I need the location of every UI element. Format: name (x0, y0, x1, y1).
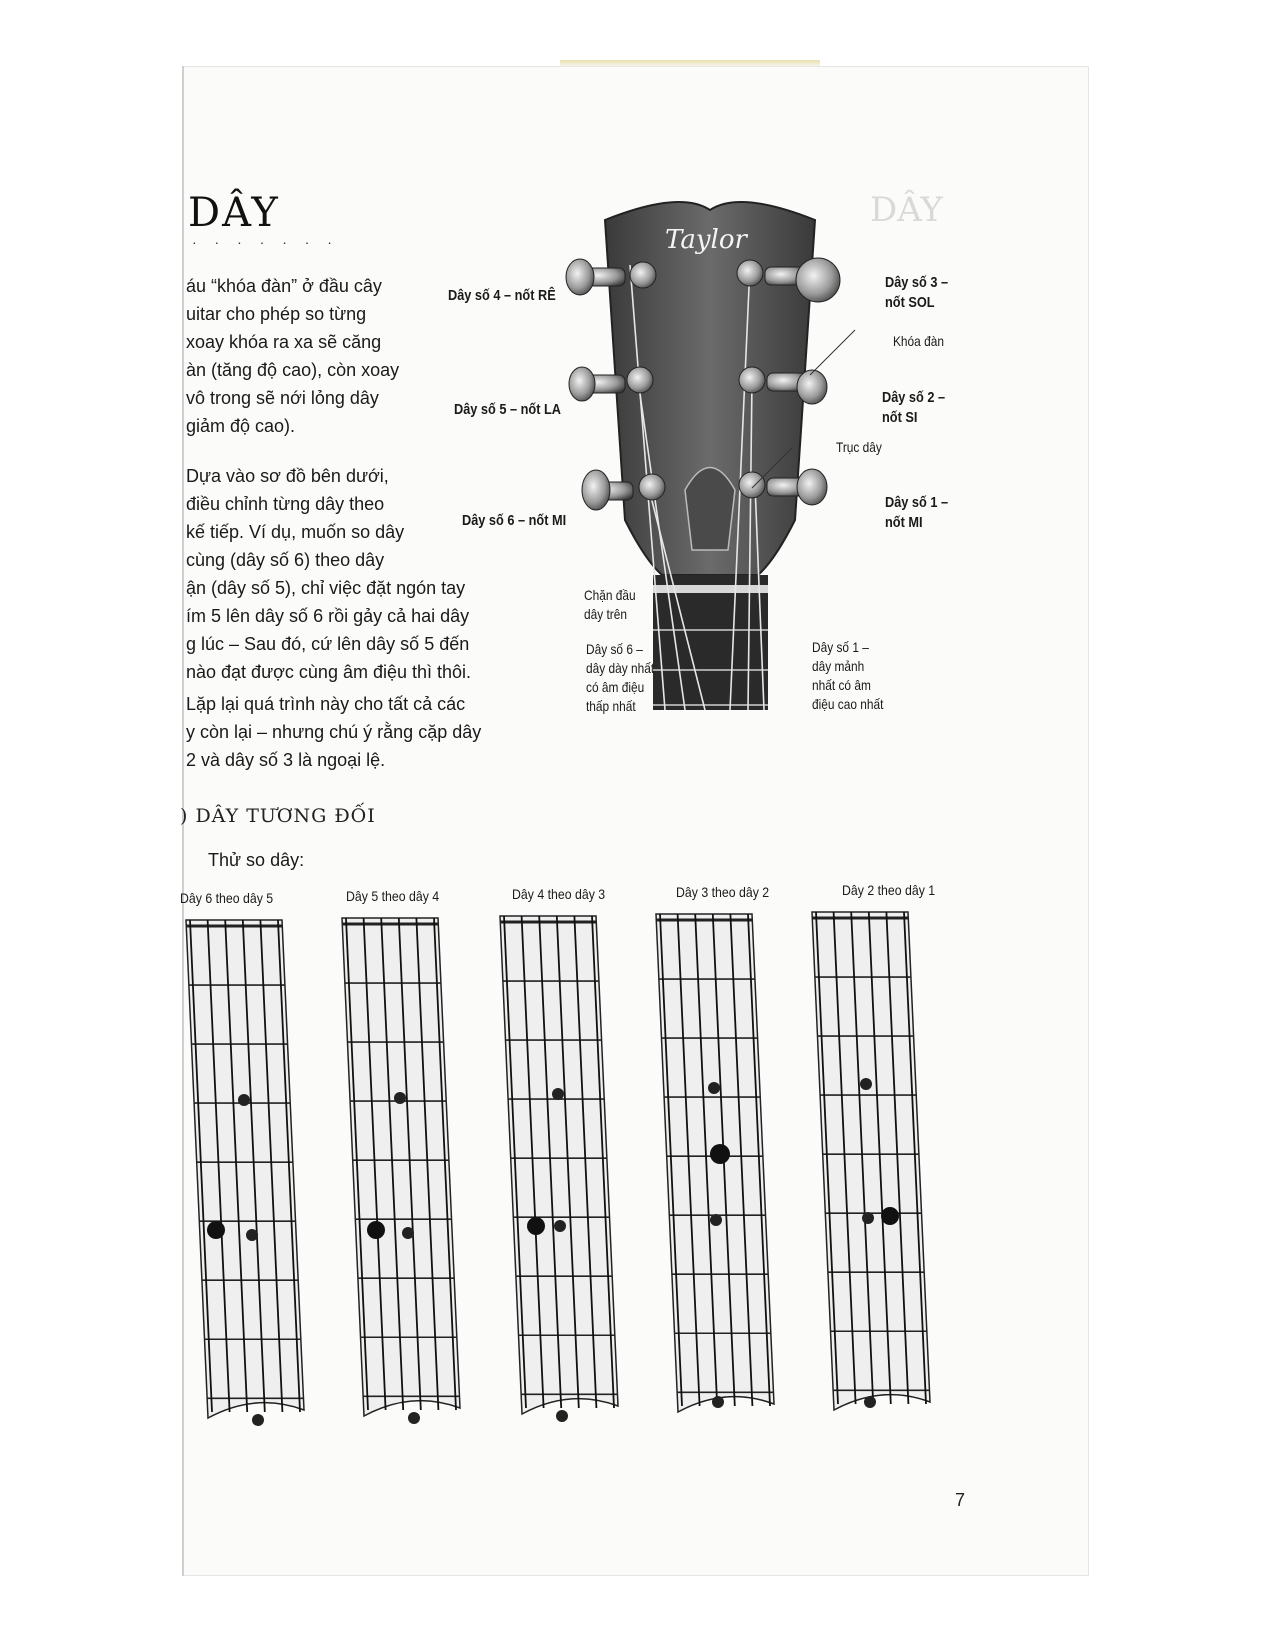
finger-marker (527, 1217, 545, 1235)
callout-line: Chặn đầu (584, 587, 636, 603)
intro-line: àn (tăng độ cao), còn xoay (186, 360, 400, 380)
finger-marker (710, 1144, 730, 1164)
guitar-neck (653, 575, 768, 710)
callout-line: nhất có âm (812, 677, 871, 693)
repeat-line: 2 và dây số 3 là ngoại lệ. (186, 750, 386, 770)
intro-line: áu “khóa đàn” ở đầu cây (186, 276, 382, 296)
fretboard-diagrams (180, 900, 970, 1460)
callout-thinnest-string (812, 638, 883, 714)
callout-line: dây dày nhất (586, 660, 655, 676)
position-dot (710, 1214, 722, 1226)
callout-line: Dây số 1 – (885, 494, 949, 511)
truss-rod-cover (685, 468, 735, 551)
repeat-line: Lặp lại quá trình này cho tất cả các (186, 694, 466, 714)
callout-line: Dây số 3 – (885, 274, 949, 291)
fretboard-label: Dây 2 theo dây 1 (842, 882, 936, 898)
method-line: ận (dây số 5), chỉ việc đặt ngón tay (186, 578, 466, 598)
position-dot (708, 1082, 720, 1094)
position-dot (408, 1412, 420, 1424)
position-dot (238, 1094, 250, 1106)
finger-marker (367, 1221, 385, 1239)
callout-line: Dây số 2 – (882, 389, 946, 406)
nut (653, 585, 768, 593)
finger-marker (207, 1221, 225, 1239)
callout-string-5: Dây số 5 – nốt LA (454, 401, 561, 418)
callout-string-1 (885, 493, 948, 533)
callout-thickest-string (586, 640, 654, 716)
page-number: 7 (955, 1490, 966, 1510)
bleed-through-text: DÂY (870, 190, 943, 230)
callout-string-3 (885, 273, 948, 313)
fretboard-label: Dây 6 theo dây 5 (180, 890, 274, 906)
intro-line: xoay khóa ra xa sẽ căng (186, 332, 382, 352)
callout-line: thấp nhất (586, 698, 636, 714)
fretboard-label: Dây 4 theo dây 3 (512, 886, 606, 902)
callout-line: nốt MI (885, 514, 923, 531)
intro-line: giảm độ cao). (186, 416, 296, 436)
position-dot (402, 1227, 414, 1239)
method-paragraph (186, 462, 516, 686)
position-dot (864, 1396, 876, 1408)
method-line: Dựa vào sơ đồ bên dưới, (186, 466, 389, 486)
callout-tuning-key: Khóa đàn (893, 333, 944, 349)
finger-marker (881, 1207, 899, 1225)
callout-line: dây mảnh (812, 658, 865, 674)
position-dot (246, 1229, 258, 1241)
callout-line: dây trên (584, 606, 628, 622)
repeat-line: y còn lại – nhưng chú ý rằng cặp dây (186, 722, 482, 742)
callout-line: Dây số 1 – (812, 639, 869, 655)
callout-line: điệu cao nhất (812, 696, 884, 712)
callout-string-2 (882, 388, 945, 428)
callout-line: có âm điệu (586, 679, 645, 695)
method-line: điều chỉnh từng dây theo (186, 494, 385, 514)
section-heading: ) DÂY TƯƠNG ĐỐI (180, 805, 376, 827)
position-dot (712, 1396, 724, 1408)
method-line: ím 5 lên dây số 6 rồi gảy cả hai dây (186, 606, 470, 626)
position-dot (860, 1078, 872, 1090)
callout-nut (584, 586, 636, 624)
method-line: nào đạt được cùng âm điệu thì thôi. (186, 662, 472, 682)
position-dot (554, 1220, 566, 1232)
position-dot (394, 1092, 406, 1104)
position-dot (552, 1088, 564, 1100)
page-title: DÂY (188, 190, 280, 236)
brand-logo: Taylor (665, 225, 747, 255)
position-dot (556, 1410, 568, 1422)
title-dots: · · · · · · · (192, 234, 339, 250)
intro-line: vô trong sẽ nới lỏng dây (186, 388, 379, 408)
repeat-paragraph (186, 690, 516, 774)
callout-string-6: Dây số 6 – nốt MI (462, 512, 567, 529)
position-dot (252, 1414, 264, 1426)
callout-string-4: Dây số 4 – nốt RÊ (448, 287, 556, 304)
try-label: Thử so dây: (208, 850, 305, 870)
method-line: kế tiếp. Ví dụ, muốn so dây (186, 522, 405, 542)
fretboard-label: Dây 5 theo dây 4 (346, 888, 440, 904)
callout-tuning-post: Trục dây (836, 439, 882, 455)
callout-line: nốt SOL (885, 294, 935, 311)
method-line: cùng (dây số 6) theo dây (186, 550, 385, 570)
fretboard-label: Dây 3 theo dây 2 (676, 884, 770, 900)
intro-line: uitar cho phép so từng (186, 304, 367, 324)
callout-line: Dây số 6 – (586, 641, 643, 657)
method-line: g lúc – Sau đó, cứ lên dây số 5 đến (186, 634, 470, 654)
callout-line: nốt SI (882, 409, 918, 426)
position-dot (862, 1212, 874, 1224)
